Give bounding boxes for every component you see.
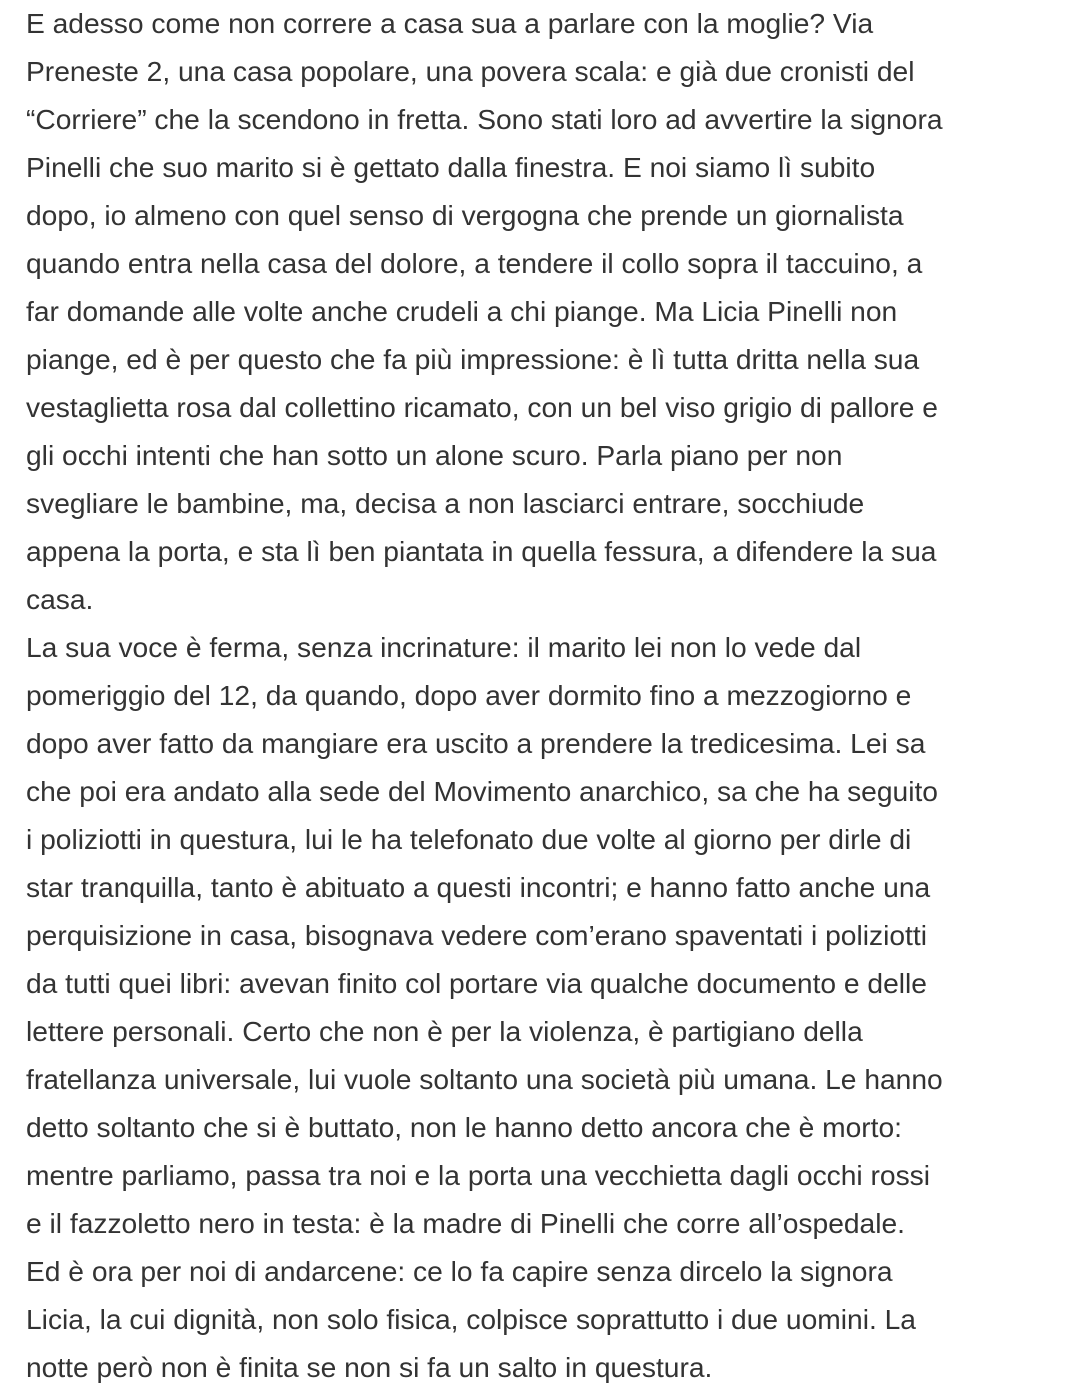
text-line: Ed è ora per noi di andarcene: ce lo fa capire senza dircelo la signora: [26, 1255, 893, 1287]
text-line: star tranquilla, tanto è abituato a questi incontri; e hanno fatto anche una: [26, 871, 931, 903]
text-line: e il fazzoletto nero in testa: è la madre di Pinelli che corre all’ospedale.: [26, 1207, 905, 1239]
text-line: da tutti quei libri: avevan finito col portare via qualche documento e delle: [26, 967, 927, 999]
text-line: quando entra nella casa del dolore, a tendere il collo sopra il taccuino, a: [26, 247, 923, 279]
text-line: perquisizione in casa, bisognava vedere com’erano spaventati i poliziotti: [26, 919, 927, 951]
text-line: pomeriggio del 12, da quando, dopo aver dormito fino a mezzogiorno e: [26, 679, 912, 711]
text-line: detto soltanto che si è buttato, non le hanno detto ancora che è morto:: [26, 1111, 902, 1143]
text-line: notte però non è finita se non si fa un salto in questura.: [26, 1351, 713, 1383]
paragraph-1: [26, 0, 1072, 623]
text-line: dopo, io almeno con quel senso di vergogna che prende un giornalista: [26, 199, 904, 231]
paragraph-2: [26, 623, 1072, 1391]
text-line: casa.: [26, 583, 94, 615]
text-line: Pinelli che suo marito si è gettato dalla finestra. E noi siamo lì subito: [26, 151, 876, 183]
text-line: fratellanza universale, lui vuole soltanto una società più umana. Le hanno: [26, 1063, 943, 1095]
text-line: “Corriere” che la scendono in fretta. Sono stati loro ad avvertire la signora: [26, 103, 943, 135]
text-line: Licia, la cui dignità, non solo fisica, colpisce soprattutto i due uomini. La: [26, 1303, 916, 1335]
text-line: lettere personali. Certo che non è per la violenza, è partigiano della: [26, 1015, 863, 1047]
text-line: E adesso come non correre a casa sua a parlare con la moglie? Via: [26, 7, 874, 39]
text-line: vestaglietta rosa dal collettino ricamato, con un bel viso grigio di pallore e: [26, 391, 938, 423]
text-line: gli occhi intenti che han sotto un alone scuro. Parla piano per non: [26, 439, 843, 471]
text-line: i poliziotti in questura, lui le ha telefonato due volte al giorno per dirle di: [26, 823, 912, 855]
text-line: La sua voce è ferma, senza incrinature: il marito lei non lo vede dal: [26, 631, 862, 663]
text-line: piange, ed è per questo che fa più impressione: è lì tutta dritta nella sua: [26, 343, 920, 375]
text-line: dopo aver fatto da mangiare era uscito a prendere la tredicesima. Lei sa: [26, 727, 926, 759]
text-line: svegliare le bambine, ma, decisa a non lasciarci entrare, socchiude: [26, 487, 865, 519]
text-line: Preneste 2, una casa popolare, una povera scala: e già due cronisti del: [26, 55, 915, 87]
text-line: far domande alle volte anche crudeli a chi piange. Ma Licia Pinelli non: [26, 295, 898, 327]
text-line: mentre parliamo, passa tra noi e la porta una vecchietta dagli occhi rossi: [26, 1159, 931, 1191]
text-line: che poi era andato alla sede del Movimento anarchico, sa che ha seguito: [26, 775, 938, 807]
text-line: appena la porta, e sta lì ben piantata in quella fessura, a difendere la sua: [26, 535, 937, 567]
article-body: [26, 0, 1072, 1391]
